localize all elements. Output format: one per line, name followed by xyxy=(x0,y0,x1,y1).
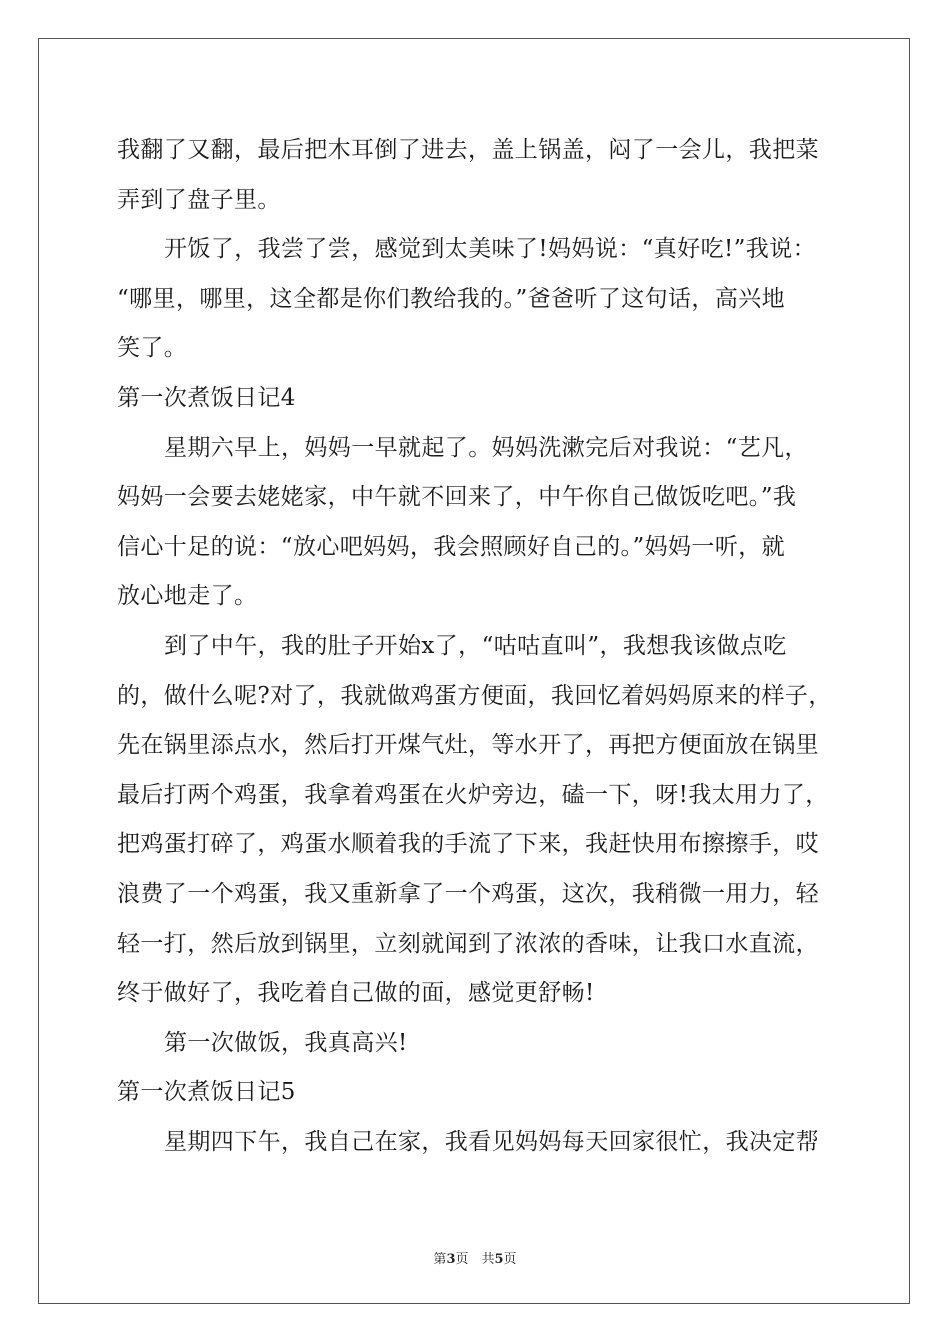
paragraph-line: 妈妈一会要去姥姥家，中午就不回来了，中午你自己做饭吃吧。”我 xyxy=(117,484,797,511)
paragraph-line: 终于做好了，我吃着自己做的面，感觉更舒畅! xyxy=(117,980,595,1007)
paragraph-line: 放心地走了。 xyxy=(117,583,258,610)
paragraph-line: 第一次做饭，我真高兴! xyxy=(164,1029,408,1056)
paragraph-line: 轻一打，然后放到锅里，立刻就闻到了浓浓的香味，让我口水直流， xyxy=(117,930,819,957)
section-heading: 第一次煮饭日记4 xyxy=(117,384,296,411)
paragraph-line: 我翻了又翻，最后把木耳倒了进去，盖上锅盖，闷了一会儿，我把菜 xyxy=(117,137,819,163)
current-page-number: 3 xyxy=(446,1252,456,1267)
paragraph-line: 最后打两个鸡蛋，我拿着鸡蛋在火炉旁边，磕一下，呀!我太用力了， xyxy=(117,781,829,808)
paragraph-line: 信心十足的说：“放心吧妈妈，我会照顾好自己的。”妈妈一听，就 xyxy=(117,533,786,560)
paragraph-line: 到了中午，我的肚子开始x了，“咕咕直叫”，我想我该做点吃 xyxy=(164,632,787,659)
total-page-number: 5 xyxy=(494,1252,504,1267)
footer-prefix: 第 xyxy=(433,1252,447,1267)
paragraph-line: 弄到了盘子里。 xyxy=(117,186,281,213)
section-heading: 第一次煮饭日记5 xyxy=(117,1079,296,1106)
document-body xyxy=(117,126,852,1167)
paragraph-line: 浪费了一个鸡蛋，我又重新拿了一个鸡蛋，这次，我稍微一用力，轻 xyxy=(117,880,819,907)
paragraph-line: 开饭了，我尝了尝，感觉到太美味了!妈妈说：“真好吃!”我说： xyxy=(164,236,817,263)
footer-mid: 页 共 xyxy=(455,1252,495,1267)
paragraph-line: 笑了。 xyxy=(117,335,188,362)
paragraph-line: “哪里，哪里，这全都是你们教给我的。”爸爸听了这句话，高兴地 xyxy=(117,285,786,312)
paragraph-line: 星期四下午，我自己在家，我看见妈妈每天回家很忙，我决定帮 xyxy=(164,1128,820,1155)
paragraph-line: 把鸡蛋打碎了，鸡蛋水顺着我的手流了下来，我赶快用布擦擦手，哎 xyxy=(117,831,819,858)
paragraph-line: 星期六早上，妈妈一早就起了。妈妈洗漱完后对我说：“艺凡， xyxy=(164,434,808,461)
footer-suffix: 页 xyxy=(503,1252,517,1267)
page-footer xyxy=(0,1248,950,1267)
paragraph-line: 的，做什么呢?对了，我就做鸡蛋方便面，我回忆着妈妈原来的样子， xyxy=(117,682,832,709)
paragraph-line: 先在锅里添点水，然后打开煤气灶，等水开了，再把方便面放在锅里 xyxy=(117,732,819,759)
